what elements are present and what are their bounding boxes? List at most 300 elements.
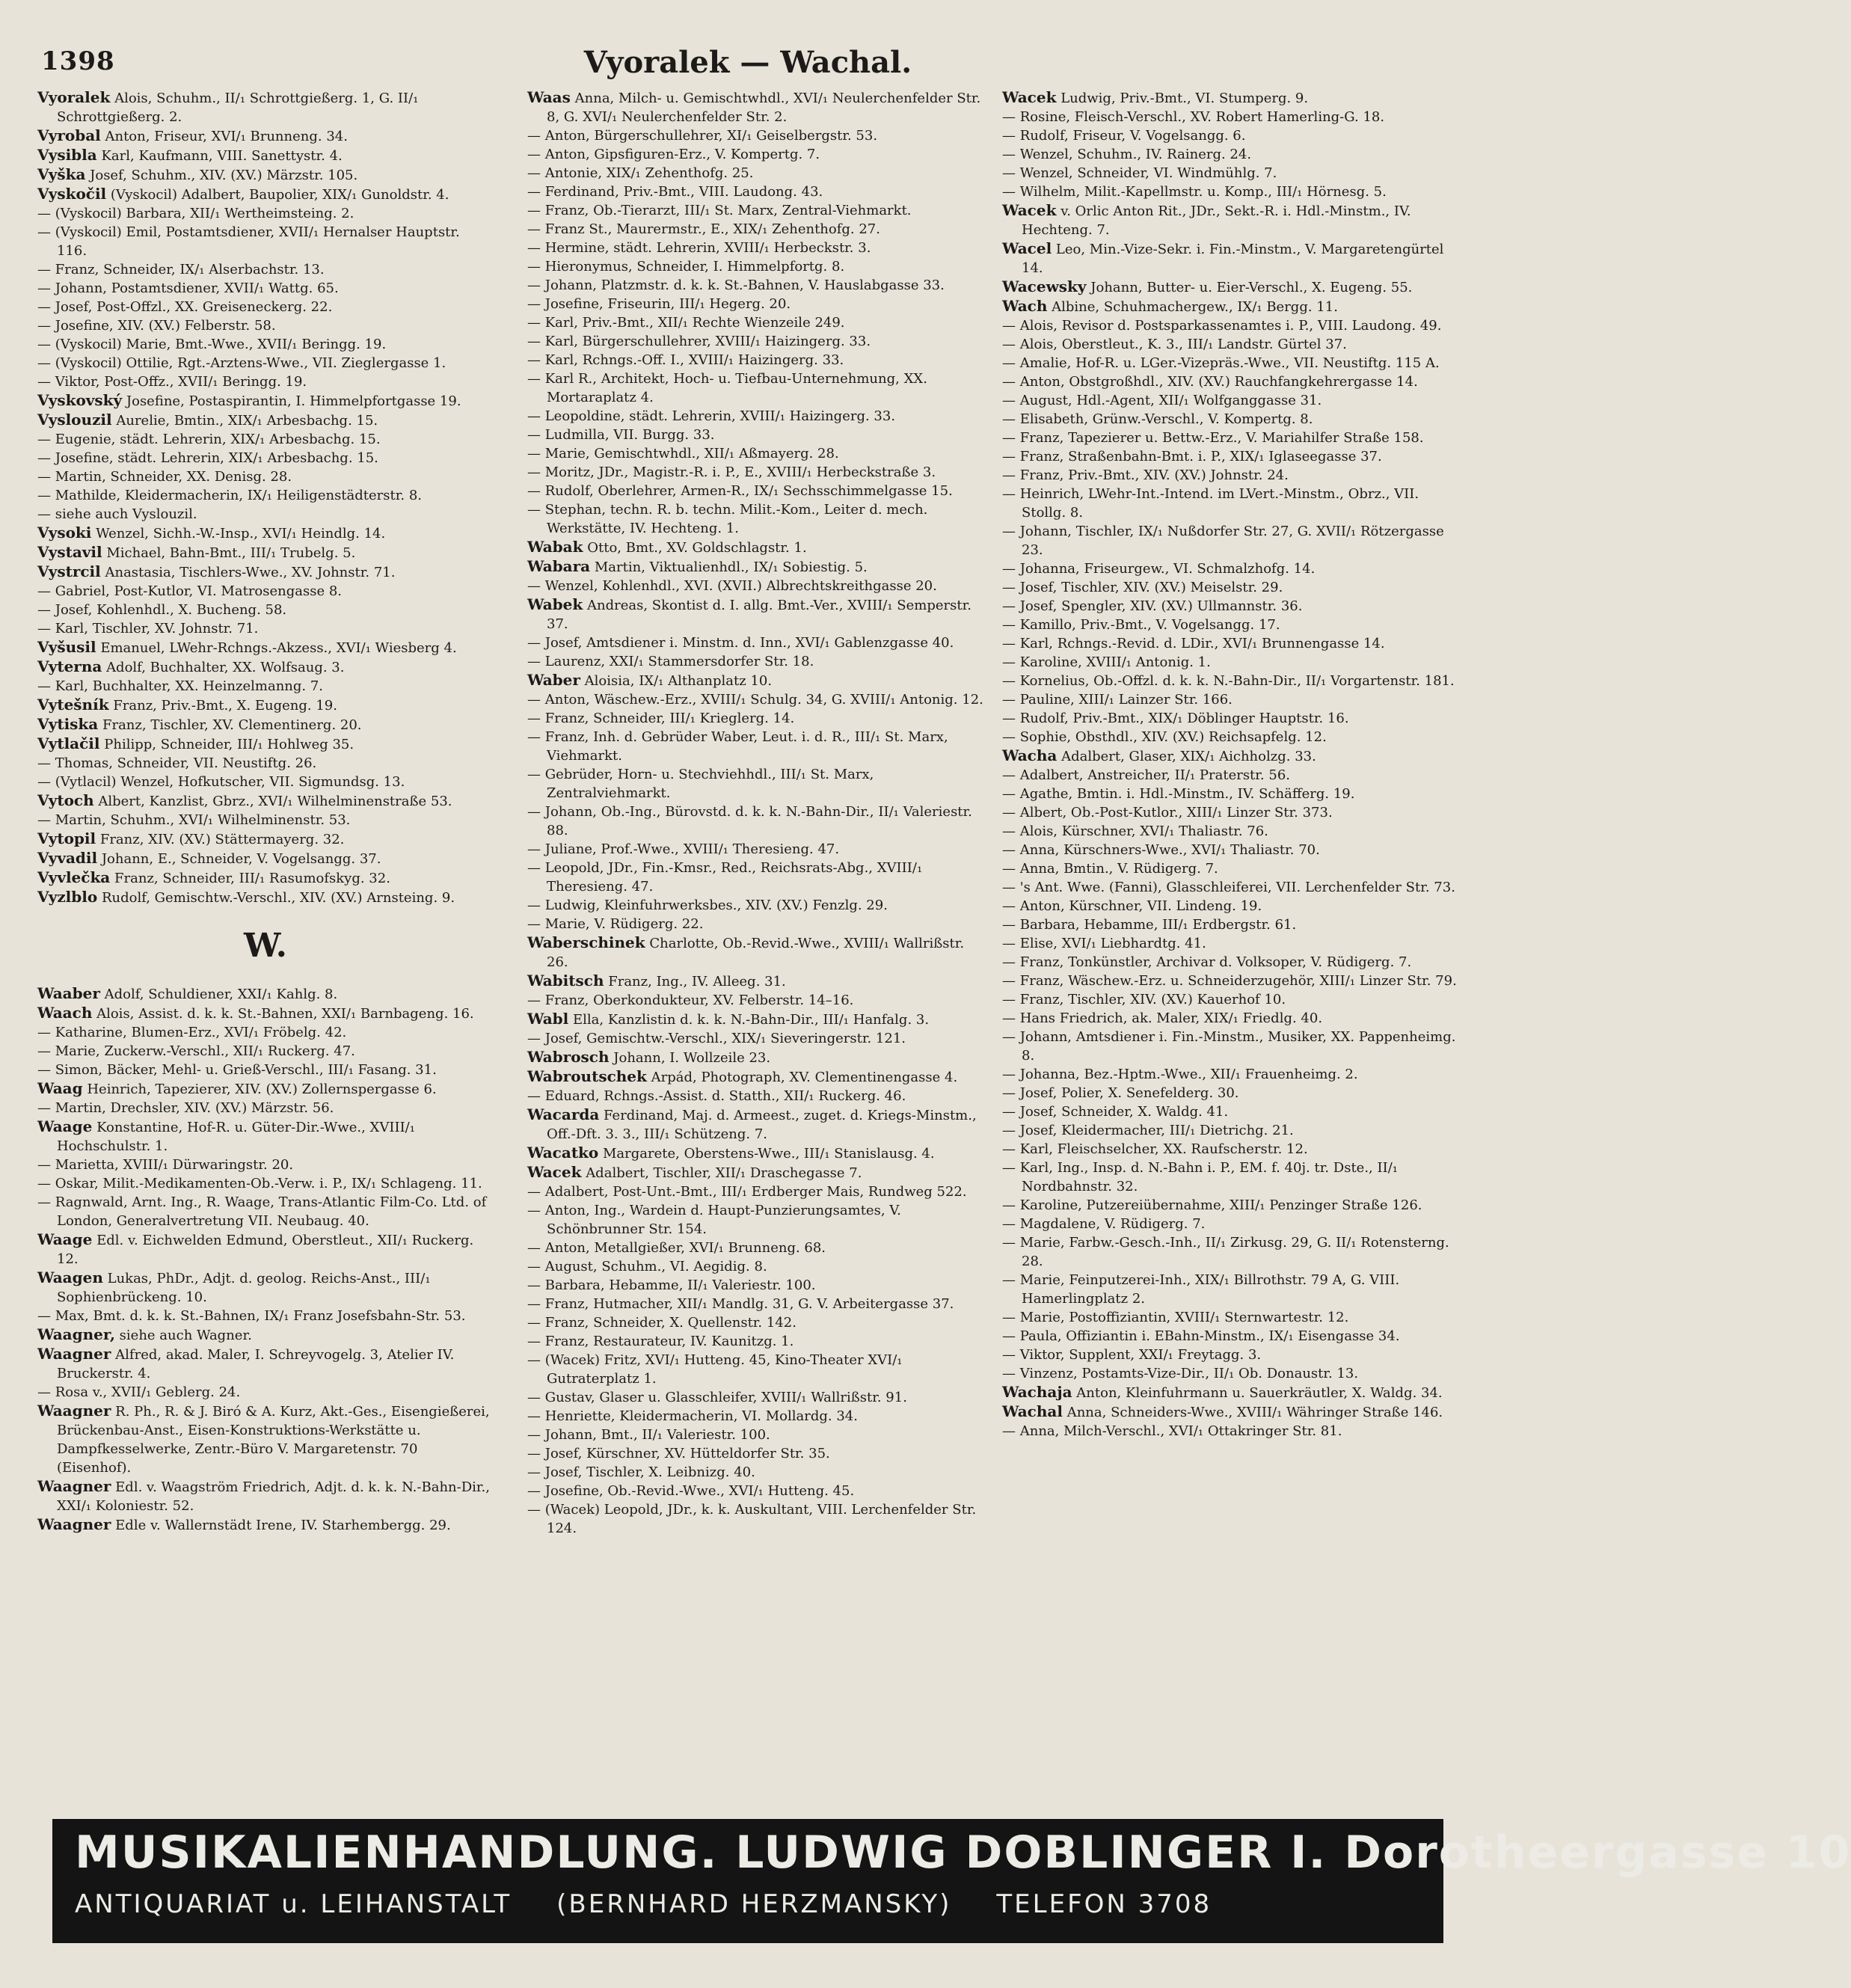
- directory-entry: [527, 201, 983, 220]
- entry-surname: Vyvadil: [37, 849, 98, 867]
- entry-details: — Johann, Postamtsdiener, XVII/₁ Wattg. 65.: [37, 280, 339, 296]
- entry-details: — Wenzel, Kohlenhdl., XVI. (XVII.) Albrechtskreithgasse 20.: [527, 578, 937, 594]
- entry-surname: Wacek: [1002, 201, 1057, 219]
- directory-entry: [1002, 746, 1458, 766]
- entry-details: — Karl, Priv.-Bmt., XII/₁ Rechte Wienzeile 249.: [527, 315, 845, 331]
- directory-entry: [37, 1042, 494, 1061]
- directory-entry: [37, 1023, 494, 1042]
- entry-details: — Heinrich, LWehr-Int.-Intend. im LVert.-Minstm., Obrz., VII. Stollg. 8.: [1002, 486, 1419, 521]
- entry-details: — Johann, Amtsdiener i. Fin.-Minstm., Musiker, XX. Pappenheimg. 8.: [1002, 1029, 1456, 1064]
- entry-surname: Wacha: [1002, 746, 1058, 764]
- entry-surname: Waagner,: [37, 1325, 115, 1343]
- entry-details: — Anton, Obstgroßhdl., XIV. (XV.) Rauchfangkehrergasse 14.: [1002, 374, 1418, 390]
- directory-entry: [37, 1193, 494, 1230]
- directory-entry: [37, 791, 494, 811]
- directory-entry: [37, 1099, 494, 1117]
- entry-details: — Anton, Gipsfiguren-Erz., V. Kompertg. 7.: [527, 147, 820, 162]
- entry-details: — (Wacek) Leopold, JDr., k. k. Auskultant, VIII. Lerchenfelder Str. 124.: [527, 1502, 977, 1536]
- directory-entry: [1002, 239, 1458, 277]
- entry-details: — Josef, Tischler, X. Leibnizg. 40.: [527, 1464, 755, 1480]
- entry-surname: Vyoralek: [37, 88, 111, 106]
- entry-details: — Josefine, XIV. (XV.) Felberstr. 58.: [37, 318, 276, 334]
- directory-entry: [1002, 201, 1458, 239]
- entry-details: — Anton, Kürschner, VII. Lindeng. 19.: [1002, 898, 1262, 914]
- directory-entry: [527, 1444, 983, 1463]
- entry-details: — Marie, Feinputzerei-Inh., XIX/₁ Billrothstr. 79 A, G. VIII. Hamerlingplatz 2.: [1002, 1272, 1400, 1307]
- directory-entry: [37, 1268, 494, 1307]
- directory-entry: [1002, 1140, 1458, 1159]
- advertisement-line-1: MUSIKALIENHANDLUNG. LUDWIG DOBLINGER I. Dorotheergasse 10: [75, 1826, 1851, 1879]
- entry-details: — Magdalene, V. Rüdigerg. 7.: [1002, 1216, 1206, 1232]
- directory-entry: [527, 577, 983, 595]
- directory-entry: [1002, 1233, 1458, 1271]
- entry-surname: Vyskovský: [37, 391, 123, 409]
- entry-surname: Vyrobal: [37, 126, 101, 144]
- entry-details: — Marie, Zuckerw.-Verschl., XII/₁ Ruckerg. 47.: [37, 1043, 355, 1059]
- entry-details: — Hieronymus, Schneider, I. Himmelpfortg. 8.: [527, 259, 845, 274]
- entry-surname: Waage: [37, 1230, 93, 1248]
- entry-details: — Leopold, JDr., Fin.-Kmsr., Red., Reichsrats-Abg., XVIII/₁ Theresieng. 47.: [527, 860, 923, 895]
- directory-entry: [1002, 182, 1458, 201]
- directory-entry: [37, 582, 494, 601]
- entry-details: — Katharine, Blumen-Erz., XVI/₁ Fröbelg. 42.: [37, 1025, 347, 1040]
- entry-details: Rudolf, Gemischtw.-Verschl., XIV. (XV.) Arnsteing. 9.: [101, 890, 455, 906]
- entry-details: — Franz, Priv.-Bmt., XIV. (XV.) Johnstr. 24.: [1002, 467, 1289, 483]
- entry-details: Karl, Kaufmann, VIII. Sanettystr. 4.: [101, 148, 343, 164]
- directory-entry: [37, 619, 494, 638]
- entry-details: — Martin, Schneider, XX. Denisg. 28.: [37, 469, 292, 485]
- directory-entry: [527, 444, 983, 463]
- directory-entry: [1002, 1271, 1458, 1308]
- entry-details: Albine, Schuhmachergew., IX/₁ Bergg. 11.: [1052, 299, 1338, 315]
- directory-entry: [37, 1345, 494, 1383]
- directory-entry: [37, 868, 494, 888]
- directory-entry: [1002, 1308, 1458, 1327]
- entry-details: Wenzel, Sichh.-W.-Insp., XVI/₁ Heindlg. 14.: [96, 526, 386, 542]
- directory-entry: [527, 1201, 983, 1239]
- directory-entry: [37, 696, 494, 715]
- entry-details: Edle v. Wallernstädt Irene, IV. Starhembergg. 29.: [115, 1518, 451, 1533]
- entry-details: — Sophie, Obsthdl., XIV. (XV.) Reichsapfelg. 12.: [1002, 729, 1327, 745]
- entry-details: Konstantine, Hof-R. u. Güter-Dir.-Wwe., XVIII/₁ Hochschulstr. 1.: [57, 1120, 415, 1154]
- entry-surname: Wacarda: [527, 1105, 600, 1123]
- entry-details: — Moritz, JDr., Magistr.-R. i. P., E., XVIII/₁ Herbeckstraße 3.: [527, 464, 936, 480]
- directory-entry: [37, 1156, 494, 1174]
- directory-entry: [527, 972, 983, 991]
- entry-details: — siehe auch Vyslouzil.: [37, 506, 197, 522]
- entry-details: — Pauline, XIII/₁ Lainzer Str. 166.: [1002, 692, 1233, 708]
- entry-details: — Rudolf, Oberlehrer, Armen-R., IX/₁ Sechsschimmelgasse 15.: [527, 483, 953, 499]
- directory-entry: [1002, 578, 1458, 597]
- advertisement-owner: (BERNHARD HERZMANSKY): [556, 1889, 952, 1919]
- directory-entry: [1002, 1065, 1458, 1084]
- directory-entry: [1002, 953, 1458, 972]
- entry-details: — Marie, Farbw.-Gesch.-Inh., II/₁ Zirkusg. 29, G. II/₁ Rotensterng. 28.: [1002, 1235, 1449, 1269]
- entry-details: — Franz, Schneider, IX/₁ Alserbachstr. 13.: [37, 262, 325, 277]
- directory-entry: [37, 223, 494, 260]
- entry-details: — Elisabeth, Grünw.-Verschl., V. Kompertg. 8.: [1002, 411, 1313, 427]
- entry-details: — Simon, Bäcker, Mehl- u. Grieß-Verschl., III/₁ Fasang. 31.: [37, 1062, 437, 1078]
- directory-entry: [1002, 410, 1458, 429]
- entry-surname: Vyslouzil: [37, 411, 112, 429]
- directory-entry: [1002, 766, 1458, 785]
- directory-entry: [527, 332, 983, 351]
- directory-entry: [1002, 1327, 1458, 1346]
- directory-entry: [37, 146, 494, 165]
- entry-details: — Stephan, techn. R. b. techn. Milit.-Kom., Leiter d. mech. Werkstätte, IV. Hechteng. 1.: [527, 502, 928, 536]
- directory-entry: [1002, 1009, 1458, 1028]
- entry-surname: Vyzlblo: [37, 888, 98, 906]
- entry-details: — Josef, Kohlenhdl., X. Bucheng. 58.: [37, 602, 287, 618]
- entry-surname: Vysibla: [37, 146, 97, 164]
- directory-entry: [1002, 126, 1458, 145]
- entry-details: Edl. v. Waagström Friedrich, Adjt. d. k. k. N.-Bahn-Dir., XXI/₁ Koloniestr. 52.: [57, 1479, 490, 1514]
- directory-entry: [527, 1105, 983, 1144]
- entry-details: — Marietta, XVIII/₁ Dürwaringstr. 20.: [37, 1157, 294, 1173]
- entry-details: — Rudolf, Friseur, V. Vogelsangg. 6.: [1002, 128, 1246, 144]
- entry-details: — Paula, Offiziantin i. EBahn-Minstm., IX/₁ Eisengasse 34.: [1002, 1328, 1400, 1344]
- entry-surname: Waagen: [37, 1268, 103, 1286]
- directory-entry: [527, 840, 983, 859]
- directory-entry: [37, 1079, 494, 1099]
- entry-details: siehe auch Wagner.: [119, 1328, 252, 1343]
- directory-entry: [527, 1048, 983, 1067]
- directory-entry: [527, 1388, 983, 1407]
- directory-entry: [527, 1239, 983, 1257]
- entry-surname: Wach: [1002, 297, 1048, 315]
- entry-details: Adalbert, Tischler, XII/₁ Draschegasse 7.: [586, 1165, 862, 1181]
- directory-entry: [37, 449, 494, 467]
- directory-entry: [1002, 88, 1458, 108]
- entry-details: — Thomas, Schneider, VII. Neustiftg. 26.: [37, 755, 317, 771]
- directory-entry: [37, 430, 494, 449]
- entry-details: — Kornelius, Ob.-Offzl. d. k. k. N.-Bahn-Dir., II/₁ Vorgartenstr. 181.: [1002, 673, 1455, 689]
- entry-details: — Karl R., Architekt, Hoch- u. Tiefbau-Unternehmung, XX. Mortaraplatz 4.: [527, 371, 927, 405]
- directory-entry: [527, 257, 983, 276]
- directory-entry: [37, 298, 494, 316]
- directory-entry: [1002, 803, 1458, 822]
- directory-entry: [527, 1276, 983, 1295]
- directory-entry: [1002, 429, 1458, 447]
- entry-details: — 's Ant. Wwe. (Fanni), Glasschleiferei, VII. Lerchenfelder Str. 73.: [1002, 880, 1455, 895]
- directory-entry: [527, 765, 983, 803]
- directory-entry: [527, 1500, 983, 1538]
- directory-entry: [1002, 1102, 1458, 1121]
- entry-details: — Leopoldine, städt. Lehrerin, XVIII/₁ Haizingerg. 33.: [527, 408, 896, 424]
- entry-details: — Josefine, Ob.-Revid.-Wwe., XVI/₁ Hutteng. 45.: [527, 1483, 855, 1499]
- entry-details: Emanuel, LWehr-Rchngs.-Akzess., XVI/₁ Wiesberg 4.: [100, 640, 457, 656]
- directory-entry: [527, 500, 983, 538]
- entry-details: — Josef, Tischler, XIV. (XV.) Meiselstr. 29.: [1002, 580, 1283, 595]
- entry-surname: Wabak: [527, 538, 583, 556]
- entry-details: — Adalbert, Anstreicher, II/₁ Praterstr. 56.: [1002, 767, 1290, 783]
- entry-details: — Elise, XVI/₁ Liebhardtg. 41.: [1002, 936, 1206, 951]
- entry-surname: Waach: [37, 1004, 93, 1022]
- directory-entry: [1002, 108, 1458, 126]
- directory-entry: [527, 915, 983, 933]
- entry-details: Ferdinand, Maj. d. Armeest., zuget. d. Kriegs-Minstm., Off.-Dft. 3. 3., III/₁ Schützeng. 7.: [547, 1108, 977, 1142]
- directory-entry: [1002, 522, 1458, 559]
- advertisement-banner: [52, 1819, 1851, 1943]
- entry-details: — Josef, Post-Offzl., XX. Greiseneckerg. 22.: [37, 299, 333, 315]
- directory-entry: [527, 220, 983, 239]
- entry-details: — Johanna, Friseurgew., VI. Schmalzhofg. 14.: [1002, 561, 1316, 577]
- entry-details: — Josefine, städt. Lehrerin, XIX/₁ Arbesbachg. 15.: [37, 450, 378, 466]
- directory-entry: [527, 1144, 983, 1163]
- entry-details: — Johanna, Bez.-Hptm.-Wwe., XII/₁ Frauenheimg. 2.: [1002, 1067, 1358, 1082]
- directory-entry: [37, 562, 494, 582]
- entry-surname: Vyvlečka: [37, 868, 111, 886]
- directory-entry: [527, 239, 983, 257]
- directory-entry: [1002, 616, 1458, 634]
- directory-entry: [37, 185, 494, 204]
- directory-entry: [1002, 1028, 1458, 1065]
- entry-details: — Alois, Oberstleut., K. 3., III/₁ Landstr. Gürtel 37.: [1002, 337, 1347, 352]
- entry-details: — Franz, Inh. d. Gebrüder Waber, Leut. i. d. R., III/₁ St. Marx, Viehmarkt.: [527, 729, 948, 764]
- directory-entry: [1002, 335, 1458, 354]
- directory-entry: [1002, 653, 1458, 672]
- column-1: [37, 88, 494, 1816]
- directory-entry: [1002, 690, 1458, 709]
- entry-details: — Oskar, Milit.-Medikamenten-Ob.-Verw. i. P., IX/₁ Schlageng. 11.: [37, 1176, 482, 1191]
- directory-entry: [37, 1174, 494, 1193]
- directory-entry: [527, 1010, 983, 1029]
- directory-entry: [527, 859, 983, 896]
- directory-entry: [1002, 1346, 1458, 1364]
- entry-details: — August, Schuhm., VI. Aegidig. 8.: [527, 1259, 767, 1274]
- advertisement-telephone: TELEFON 3708: [996, 1889, 1212, 1919]
- entry-details: — Karl, Rchngs.-Off. I., XVIII/₁ Haizingerg. 33.: [527, 352, 844, 368]
- directory-entry: [37, 505, 494, 524]
- directory-entry: [527, 557, 983, 577]
- directory-entry: [527, 652, 983, 671]
- entry-details: Martin, Viktualienhdl., IX/₁ Sobiestig. 5.: [594, 559, 868, 575]
- entry-details: Alfred, akad. Maler, I. Schreyvogelg. 3, Atelier IV. Bruckerstr. 4.: [57, 1347, 455, 1381]
- entry-details: — Karl, Bürgerschullehrer, XVIII/₁ Haizingerg. 33.: [527, 334, 871, 349]
- entry-details: — Franz, Straßenbahn-Bmt. i. P., XIX/₁ Iglaseegasse 37.: [1002, 449, 1382, 464]
- directory-entry: [37, 335, 494, 354]
- entry-surname: Vystavil: [37, 543, 102, 561]
- entry-surname: Vytoch: [37, 791, 94, 809]
- entry-details: — Anna, Kürschners-Wwe., XVI/₁ Thaliastr. 70.: [1002, 842, 1320, 858]
- directory-entry: [37, 279, 494, 298]
- entry-details: Ludwig, Priv.-Bmt., VI. Stumperg. 9.: [1060, 90, 1309, 106]
- entry-details: — Josef, Kleidermacher, III/₁ Dietrichg. 21.: [1002, 1123, 1294, 1138]
- entry-details: Otto, Bmt., XV. Goldschlagstr. 1.: [587, 540, 807, 556]
- directory-entry: [527, 145, 983, 164]
- directory-entry: [37, 888, 494, 907]
- entry-details: — Ludwig, Kleinfuhrwerksbes., XIV. (XV.) Fenzlg. 29.: [527, 898, 888, 913]
- directory-entry: [1002, 1121, 1458, 1140]
- directory-entry: [37, 372, 494, 391]
- directory-entry: [1002, 485, 1458, 522]
- entry-details: Anna, Schneiders-Wwe., XVIII/₁ Währinger Straße 146.: [1066, 1405, 1443, 1420]
- directory-entry: [1002, 709, 1458, 728]
- entry-surname: Wacewsky: [1002, 277, 1087, 295]
- entry-details: Anton, Kleinfuhrmann u. Sauerkräutler, X. Waldg. 34.: [1076, 1385, 1443, 1401]
- directory-entry: [527, 1332, 983, 1351]
- entry-details: — Henriette, Kleidermacherin, VI. Mollardg. 34.: [527, 1408, 858, 1424]
- entry-surname: Wabitsch: [527, 972, 604, 990]
- entry-details: Johann, E., Schneider, V. Vogelsangg. 37.: [101, 851, 381, 867]
- directory-entry: [37, 260, 494, 279]
- entry-surname: Waaber: [37, 984, 100, 1002]
- entry-details: — (Vyskocil) Emil, Postamtsdiener, XVII/₁ Hernalser Hauptstr. 116.: [37, 224, 460, 259]
- entry-details: — Franz, Tischler, XIV. (XV.) Kauerhof 10.: [1002, 992, 1286, 1007]
- directory-entry: [1002, 391, 1458, 410]
- entry-details: — Karl, Tischler, XV. Johnstr. 71.: [37, 621, 259, 636]
- directory-entry: [527, 1313, 983, 1332]
- directory-entry: [37, 1117, 494, 1156]
- directory-entry: [37, 1004, 494, 1023]
- entry-details: — Karl, Ing., Insp. d. N.-Bahn i. P., EM. f. 40j. tr. Dste., II/₁ Nordbahnstr. 32.: [1002, 1160, 1398, 1194]
- directory-entry: [527, 164, 983, 182]
- directory-entry: [1002, 1084, 1458, 1102]
- entry-details: v. Orlic Anton Rit., JDr., Sekt.-R. i. Hdl.-Minstm., IV. Hechteng. 7.: [1022, 203, 1411, 238]
- entry-details: — Anton, Wäschew.-Erz., XVIII/₁ Schulg. 34, G. XVIII/₁ Antonig. 12.: [527, 692, 983, 708]
- entry-details: Adolf, Schuldiener, XXI/₁ Kahlg. 8.: [104, 987, 338, 1002]
- directory-entry: [1002, 164, 1458, 182]
- directory-entry: [527, 1087, 983, 1105]
- entry-details: — Wenzel, Schuhm., IV. Rainerg. 24.: [1002, 147, 1252, 162]
- entry-details: — Martin, Drechsler, XIV. (XV.) Märzstr. 56.: [37, 1100, 334, 1116]
- entry-details: — Johann, Ob.-Ing., Bürovstd. d. k. k. N.-Bahn-Dir., II/₁ Valeriestr. 88.: [527, 804, 972, 838]
- entry-details: Heinrich, Tapezierer, XIV. (XV.) Zollernspergasse 6.: [87, 1082, 437, 1097]
- entry-details: — Marie, Gemischtwhdl., XII/₁ Aßmayerg. 28.: [527, 446, 839, 461]
- entry-details: — Anna, Bmtin., V. Rüdigerg. 7.: [1002, 861, 1218, 877]
- column-2: [527, 88, 983, 1816]
- entry-details: Leo, Min.-Vize-Sekr. i. Fin.-Minstm., V. Margaretengürtel 14.: [1022, 242, 1444, 276]
- entry-details: — (Vyskocil) Barbara, XII/₁ Wertheimsteing. 2.: [37, 206, 354, 221]
- directory-entry: [37, 715, 494, 734]
- entry-surname: Wacek: [527, 1163, 582, 1181]
- entry-surname: Wabrosch: [527, 1048, 610, 1066]
- directory-entry: [527, 276, 983, 295]
- entry-details: Margarete, Oberstens-Wwe., III/₁ Stanislausg. 4.: [603, 1146, 935, 1162]
- entry-surname: Waagner: [37, 1345, 111, 1363]
- entry-details: — Agathe, Bmtin. i. Hdl.-Minstm., IV. Schäfferg. 19.: [1002, 786, 1355, 802]
- entry-surname: Waas: [527, 88, 571, 106]
- entry-details: Adolf, Buchhalter, XX. Wolfsaug. 3.: [106, 660, 345, 675]
- directory-entry: [527, 1295, 983, 1313]
- advertisement-antiquariat: ANTIQUARIAT u. LEIHANSTALT: [75, 1889, 512, 1919]
- entry-details: — Franz, Schneider, X. Quellenstr. 142.: [527, 1315, 796, 1331]
- directory-entry: [1002, 859, 1458, 878]
- entry-details: — Gabriel, Post-Kutlor, VI. Matrosengasse 8.: [37, 583, 343, 599]
- entry-details: — Anton, Ing., Wardein d. Haupt-Punzierungsamtes, V. Schönbrunner Str. 154.: [527, 1203, 901, 1237]
- entry-details: — (Vytlacil) Wenzel, Hofkutscher, VII. Sigmundsg. 13.: [37, 774, 405, 790]
- entry-details: Anastasia, Tischlers-Wwe., XV. Johnstr. 71.: [105, 565, 396, 580]
- directory-entry: [37, 811, 494, 829]
- directory-entry: [527, 1351, 983, 1388]
- directory-entry: [527, 1463, 983, 1482]
- directory-entry: [1002, 1159, 1458, 1196]
- directory-entry: [1002, 372, 1458, 391]
- directory-entry: [37, 1477, 494, 1515]
- directory-entry: [527, 407, 983, 426]
- directory-entry: [527, 1163, 983, 1182]
- directory-entry: [1002, 822, 1458, 841]
- entry-surname: Waagner: [37, 1477, 111, 1495]
- directory-entry: [1002, 672, 1458, 690]
- entry-details: — Juliane, Prof.-Wwe., XVIII/₁ Theresieng. 47.: [527, 841, 840, 857]
- directory-entry: [37, 1230, 494, 1268]
- directory-entry: [37, 773, 494, 791]
- directory-entry: [37, 126, 494, 146]
- directory-entry: [1002, 1422, 1458, 1441]
- entry-details: — Viktor, Supplent, XXI/₁ Freytagg. 3.: [1002, 1347, 1262, 1363]
- entry-details: (Vyskocil) Adalbert, Baupolier, XIX/₁ Gunoldstr. 4.: [110, 187, 449, 203]
- entry-details: — Johann, Tischler, IX/₁ Nußdorfer Str. 27, G. XVII/₁ Rötzergasse 23.: [1002, 524, 1444, 558]
- entry-details: — Kamillo, Priv.-Bmt., V. Vogelsangg. 17.: [1002, 617, 1280, 633]
- directory-entry: [1002, 878, 1458, 897]
- directory-entry: [527, 313, 983, 332]
- directory-entry: [527, 595, 983, 633]
- entry-details: Andreas, Skontist d. I. allg. Bmt.-Ver., XVIII/₁ Semperstr. 37.: [547, 598, 971, 632]
- entry-details: — Albert, Ob.-Post-Kutlor., XIII/₁ Linzer Str. 373.: [1002, 805, 1333, 820]
- entry-details: — Hermine, städt. Lehrerin, XVIII/₁ Herbeckstr. 3.: [527, 240, 871, 256]
- entry-surname: Vysoki: [37, 524, 92, 542]
- directory-entry: [527, 538, 983, 557]
- directory-entry: [37, 638, 494, 657]
- entry-details: Edl. v. Eichwelden Edmund, Oberstleut., XII/₁ Ruckerg. 12.: [57, 1233, 474, 1267]
- directory-entry: [527, 1426, 983, 1444]
- directory-entry: [527, 1029, 983, 1048]
- directory-entry: [527, 728, 983, 765]
- entry-details: — Ferdinand, Priv.-Bmt., VIII. Laudong. 43.: [527, 184, 823, 200]
- entry-details: — Mathilde, Kleidermacherin, IX/₁ Heiligenstädterstr. 8.: [37, 488, 423, 503]
- directory-entry: [1002, 841, 1458, 859]
- directory-entry: [37, 165, 494, 185]
- entry-details: — Eduard, Rchngs.-Assist. d. Statth., XII/₁ Ruckerg. 46.: [527, 1088, 906, 1104]
- directory-entry: [1002, 934, 1458, 953]
- entry-surname: Wabara: [527, 557, 591, 575]
- entry-details: Josef, Schuhm., XIV. (XV.) Märzstr. 105.: [90, 168, 358, 183]
- directory-entry: [527, 709, 983, 728]
- directory-entry: [1002, 1383, 1458, 1402]
- directory-entry: [1002, 1215, 1458, 1233]
- directory-entry: [37, 1307, 494, 1325]
- directory-entry: [527, 933, 983, 972]
- entry-details: Arpád, Photograph, XV. Clementinengasse 4.: [651, 1070, 958, 1085]
- entry-details: Adalbert, Glaser, XIX/₁ Aichholzg. 33.: [1061, 749, 1316, 764]
- entry-surname: Vyšusil: [37, 638, 96, 656]
- entry-details: Franz, XIV. (XV.) Stättermayerg. 32.: [99, 832, 345, 847]
- directory-entry: [37, 984, 494, 1004]
- entry-details: — Karl, Rchngs.-Revid. d. LDir., XVI/₁ Brunnengasse 14.: [1002, 636, 1385, 651]
- entry-details: Philipp, Schneider, III/₁ Hohlweg 35.: [104, 737, 354, 752]
- directory-entry: [527, 126, 983, 145]
- directory-entry: [527, 482, 983, 500]
- entry-details: Franz, Tischler, XV. Clementinerg. 20.: [102, 717, 362, 733]
- entry-details: — Josef, Gemischtw.-Verschl., XIX/₁ Sieveringerstr. 121.: [527, 1031, 906, 1046]
- directory-entry: [1002, 634, 1458, 653]
- directory-entry: [527, 1067, 983, 1087]
- directory-entry: [37, 734, 494, 754]
- entry-details: — Gebrüder, Horn- u. Stechviehhdl., III/₁ St. Marx, Zentralviehmarkt.: [527, 767, 874, 801]
- directory-entry: [37, 524, 494, 543]
- entry-details: — Anton, Metallgießer, XVI/₁ Brunneng. 68.: [527, 1240, 826, 1256]
- entry-details: — Rosine, Fleisch-Verschl., XV. Robert Hamerling-G. 18.: [1002, 109, 1385, 125]
- entry-details: Josefine, Postaspirantin, I. Himmelpfortgasse 19.: [126, 393, 461, 409]
- entry-details: — Antonie, XIX/₁ Zehenthofg. 25.: [527, 165, 754, 181]
- directory-entry: [37, 316, 494, 335]
- entry-details: — Amalie, Hof-R. u. LGer.-Vizepräs.-Wwe., VII. Neustiftg. 115 A.: [1002, 355, 1440, 371]
- entry-details: Charlotte, Ob.-Revid.-Wwe., XVIII/₁ Wallrißstr. 26.: [547, 936, 965, 970]
- entry-details: — Eugenie, städt. Lehrerin, XIX/₁ Arbesbachg. 15.: [37, 432, 381, 447]
- directory-entry: [37, 1325, 494, 1345]
- directory-entry: [1002, 990, 1458, 1009]
